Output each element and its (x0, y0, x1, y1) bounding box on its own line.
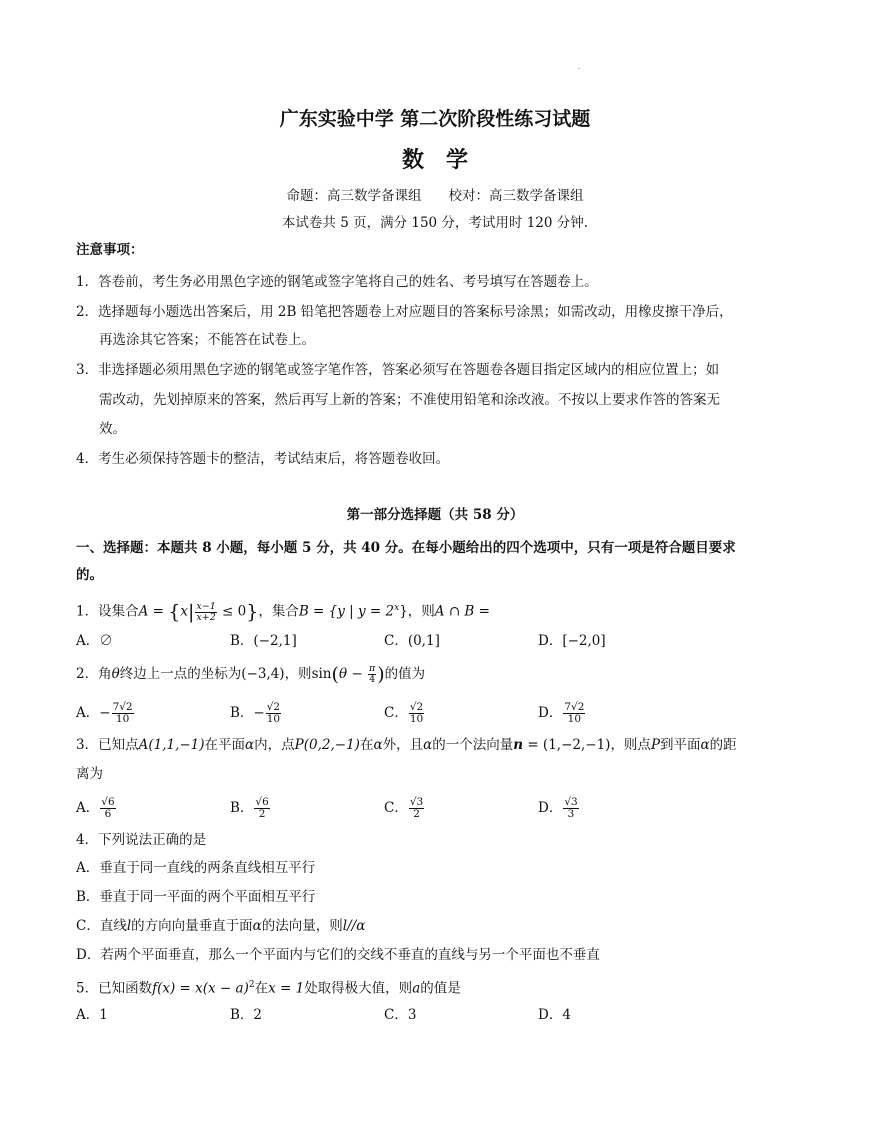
q4-option-d: D．若两个平面垂直，那么一个平面内与它们的交线不垂直的直线与另一个平面也不垂直 (76, 947, 600, 963)
note-item: 3．非选择题必须用黑色字迹的钢笔或签字笔作答，答案必须写在答题卷各题目指定区域内的相应位置上；如 (76, 362, 720, 378)
note-item-cont: 效。 (99, 421, 126, 437)
q5-function: f(x) = x(x − a) (152, 980, 249, 997)
q2-then: ，则 (284, 666, 312, 682)
q1-option-a: A．∅ (76, 633, 113, 649)
q1-option-d: D．[−2,0] (538, 633, 606, 649)
q1-relation: ≤ 0 (217, 603, 247, 620)
exam-title: 广东实验中学 第二次阶段性练习试题 (279, 108, 591, 130)
q1-option-b: B．(−2,1] (230, 633, 297, 649)
q1-tail: ，则 (407, 603, 435, 620)
q1-prefix: 1．设集合 (76, 603, 139, 620)
q3-option-b: B． $\frac{√6}{2}$ (230, 796, 269, 820)
q2-option-c: C． $\frac{√2}{10}$ (384, 701, 424, 725)
question-4-stem: 4．下列说法正确的是 (76, 832, 207, 848)
q2-option-a: A．− $\frac{7√2}{10}$ (76, 701, 133, 725)
question-5-stem: 5．已知函数$f(x) = x(x - a)^2$在x = 1处取得极大值，则a的值是 (76, 980, 461, 997)
q2-option-b: B．− $\frac{√2}{10}$ (230, 701, 281, 725)
q3-option-c: C． $\frac{√3}{2}$ (384, 796, 424, 820)
q3-option-d: D． $\frac{√3}{3}$ (538, 796, 578, 820)
notes-heading: 注意事项： (76, 242, 144, 258)
section-instruction-cont: 的。 (76, 567, 103, 583)
q1-intersection: A ∩ B = (434, 603, 490, 620)
q4-option-a: A．垂直于同一直线的两条直线相互平行 (76, 860, 316, 876)
q1-var-x: x (180, 603, 188, 620)
question-1-stem: 1．设集合A = {x| $\frac{x-1}{x+2}$ ≤ 0}，集合B = {y | $y = 2^x$}，则A ∩ B = (76, 600, 490, 623)
q1-option-c: C．(0,1] (384, 633, 440, 649)
q2-option-d: D． $\frac{7√2}{10}$ (538, 701, 585, 725)
question-3-stem: 3．已知点A(1,1,−1)在平面α内，点P(0,2,−1)在α外，且α的一个法向量n = (1,−2,−1)，则点P到平面α的距 (76, 737, 737, 753)
q2-tail: 的值为 (384, 666, 426, 682)
exam-info: 本试卷共 5 页，满分 150 分，考试用时 120 分钟. (281, 215, 589, 231)
q1-close: } (399, 603, 408, 620)
q1-fraction: $\frac{x-1}{x+2}$ (196, 600, 216, 623)
q5-option-d: D．4 (538, 1007, 571, 1023)
q1-set-a: A = (138, 603, 169, 620)
section-instruction: 一、选择题：本题共 8 小题，每小题 5 分，共 40 分。在每小题给出的四个选项中，只有一项是符合题目要求 (76, 540, 736, 556)
question-2-stem: 2．角θ终边上一点的坐标为(−3,4)，则sin(θ − $\frac{\pi}{4}$ )的值为 (76, 663, 426, 686)
q1-mid: ，集合 (258, 603, 299, 620)
scan-speck (578, 68, 580, 69)
question-3-stem-cont: 离为 (76, 766, 103, 782)
q2-point: (−3,4) (241, 666, 285, 682)
q5-option-c: C．3 (384, 1007, 417, 1023)
q3-point-p: P(0,2,−1) (294, 737, 360, 753)
q2-inner: θ − (338, 666, 367, 682)
note-item: 4．考生必须保持答题卡的整洁，考试结束后，将答题卷收回。 (76, 451, 450, 467)
q2-sin: sin (311, 666, 332, 682)
q4-option-c: C．直线l的方向向量垂直于面α的法向量，则l//α (76, 918, 366, 934)
q5-option-a: A．1 (76, 1007, 108, 1023)
q1-exponent: x (394, 603, 400, 613)
note-item: 1．答卷前，考生务必用黑色字迹的钢笔或签字笔将自己的姓名、考号填写在答题卷上。 (76, 274, 598, 290)
q3-normal-vector: n (513, 737, 524, 753)
q1-set-b: B = {y | y = 2 (298, 603, 395, 620)
note-item-cont: 需改动，先划掉原来的答案，然后再写上新的答案；不准使用铅笔和涂改液。不按以上要求作答的答案无 (99, 392, 720, 408)
q2-mid: 终边上一点的坐标为 (119, 666, 242, 682)
authors-line: 命题：高三数学备课组 校对：高三数学备课组 (286, 188, 584, 204)
note-item: 2．选择题每小题选出答案后，用 2B 铅笔把答题卷上对应题目的答案标号涂黑；如需改动，用橡皮擦干净后， (76, 304, 733, 320)
q2-pi-fraction: $\frac{\pi}{4}$ (368, 663, 376, 685)
q3-point-a: A(1,1,−1) (138, 737, 205, 753)
note-item-cont: 再选涂其它答案；不能答在试卷上。 (99, 332, 315, 348)
q5-option-b: B．2 (230, 1007, 263, 1023)
part1-title: 第一部分选择题（共 58 分） (346, 507, 524, 523)
q3-option-a: A． $\frac{√6}{6}$ (76, 796, 115, 820)
q4-option-b: B．垂直于同一平面的两个平面相互平行 (76, 889, 316, 905)
q2-theta: θ (111, 666, 120, 682)
q2-prefix: 2．角 (76, 666, 112, 682)
subject-title: 数 学 (401, 147, 468, 173)
